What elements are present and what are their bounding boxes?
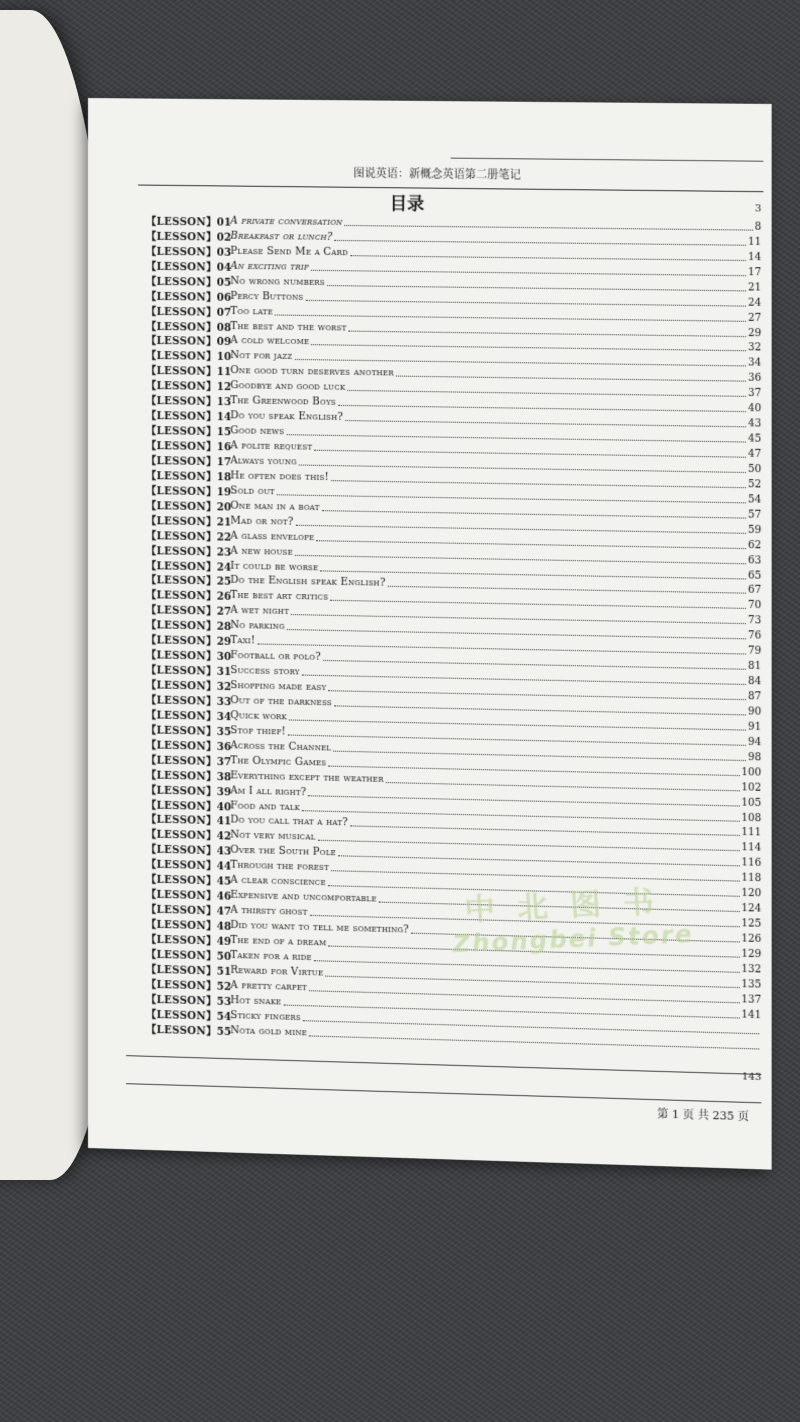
lesson-title: Taken for a ride (230, 949, 312, 964)
lesson-page-number: 34 (748, 357, 762, 370)
lesson-number: 【LESSON】11 (146, 365, 232, 379)
lesson-number: 【LESSON】04 (146, 260, 232, 274)
lesson-page-number: 81 (748, 660, 762, 673)
lesson-number: 【LESSON】24 (146, 559, 232, 574)
lesson-title: Good news (230, 425, 285, 438)
lesson-number: 【LESSON】30 (146, 649, 232, 664)
lesson-page-number: 52 (748, 478, 762, 491)
lesson-page-number: 36 (748, 372, 762, 385)
lesson-page-number: 14 (748, 251, 762, 264)
lesson-number: 【LESSON】33 (146, 694, 232, 709)
lesson-page-number: 129 (741, 948, 762, 961)
lesson-page-number: 135 (741, 978, 762, 991)
lesson-title: Goodbye and good luck (230, 380, 346, 394)
lesson-number: 【LESSON】40 (146, 798, 232, 814)
lesson-page-number: 98 (748, 751, 762, 764)
lesson-title: Not for jazz (230, 350, 293, 363)
lesson-number: 【LESSON】07 (146, 305, 232, 319)
lesson-title: Food and talk (230, 799, 301, 813)
lesson-number: 【LESSON】16 (146, 439, 232, 454)
lesson-page-number: 54 (748, 494, 762, 506)
lesson-number: 【LESSON】34 (146, 709, 232, 724)
lesson-title: Expensive and uncomfortable (230, 889, 377, 905)
lesson-page-number: 132 (741, 963, 762, 976)
lesson-page-number: 11 (748, 236, 762, 248)
lesson-number: 【LESSON】37 (146, 754, 232, 769)
lesson-title: Sold out (230, 485, 275, 498)
lesson-page-number: 108 (741, 812, 762, 824)
book-page (88, 98, 772, 1170)
lesson-title: The Olympic Games (230, 754, 327, 769)
lesson-number: 【LESSON】51 (146, 963, 232, 978)
lesson-title: A cold welcome (230, 335, 310, 348)
lesson-title: Success story (230, 665, 300, 678)
lesson-page-number: 24 (748, 297, 762, 309)
header-rule (138, 185, 763, 193)
lesson-number: 【LESSON】23 (146, 544, 232, 559)
lesson-number: 【LESSON】54 (146, 1008, 232, 1023)
lesson-number: 【LESSON】38 (146, 769, 232, 784)
lesson-title: Out of the darkness (230, 695, 332, 709)
lesson-page-number: 57 (748, 509, 762, 521)
lesson-page-number: 137 (741, 994, 762, 1006)
lesson-page-number: 73 (748, 615, 762, 627)
watermark-cn: 中北图书 (463, 883, 678, 929)
lesson-title: Do the English speak English? (230, 575, 386, 590)
lesson-title: Do you call that a hat? (230, 814, 349, 829)
lesson-number: 【LESSON】17 (146, 454, 232, 469)
lesson-number: 【LESSON】05 (146, 275, 232, 289)
header-rule-top (451, 158, 764, 162)
lesson-title: Hot snake (230, 994, 282, 1008)
lesson-page-number: 63 (748, 554, 762, 567)
lesson-title: A wet night (230, 605, 290, 618)
lesson-page-number: 76 (748, 630, 762, 642)
lesson-number: 【LESSON】14 (146, 410, 232, 424)
lesson-number: 【LESSON】43 (146, 843, 232, 858)
lesson-title: Taxi! (230, 635, 256, 647)
page-footer: 第 1 页 共 235 页 (657, 1107, 750, 1124)
lesson-page-number: 40 (748, 403, 762, 415)
lesson-number: 【LESSON】29 (146, 634, 232, 649)
lesson-title: A clear conscience (230, 874, 326, 889)
lesson-page-number: 59 (748, 524, 762, 536)
lesson-number: 【LESSON】21 (146, 514, 232, 529)
lesson-number: 【LESSON】41 (146, 813, 232, 828)
lesson-page-number: 84 (748, 675, 762, 688)
lesson-page-number: 111 (741, 827, 762, 839)
lesson-number: 【LESSON】09 (146, 335, 232, 349)
lesson-title: Breakfast or lunch? (230, 230, 333, 243)
lesson-number: 【LESSON】39 (146, 783, 232, 799)
running-header: 图说英语：新概念英语第二册笔记 (353, 166, 521, 182)
lesson-number: 【LESSON】18 (146, 469, 232, 484)
lesson-page-number: 65 (748, 569, 762, 582)
lesson-number: 【LESSON】08 (146, 320, 232, 334)
lesson-number: 【LESSON】50 (146, 948, 232, 963)
lesson-page-number: 118 (741, 872, 762, 885)
lesson-page-number: 120 (741, 887, 762, 900)
lesson-page-number: 124 (741, 903, 762, 915)
lesson-number: 【LESSON】12 (146, 380, 232, 394)
lesson-title: Over the South Pole (230, 844, 337, 859)
toc-title: 目录 (389, 194, 425, 215)
lesson-number: 【LESSON】45 (146, 873, 232, 888)
lesson-number: 【LESSON】44 (146, 858, 232, 873)
lesson-title: An exciting trip (230, 260, 309, 273)
lesson-number: 【LESSON】36 (146, 739, 232, 754)
lesson-title: A glass envelope (230, 530, 315, 543)
lesson-title: The best art critics (230, 590, 329, 604)
lesson-title: No wrong numbers (230, 275, 325, 288)
lesson-page-number: 91 (748, 721, 762, 733)
lesson-page-number: 17 (748, 266, 762, 279)
lesson-page-number: 47 (748, 448, 762, 461)
lesson-title: No parking (230, 620, 285, 633)
leader-dots (309, 1035, 759, 1049)
lesson-page-number: 70 (748, 600, 762, 612)
lesson-title: A thirsty ghost (230, 904, 308, 918)
lesson-title: Through the forest (230, 859, 330, 874)
lesson-number: 【LESSON】52 (146, 978, 232, 993)
lesson-number: 【LESSON】48 (146, 918, 232, 933)
lesson-title: One good turn deserves another (230, 365, 394, 379)
lesson-number: 【LESSON】13 (146, 395, 232, 409)
lesson-page-number: 27 (748, 312, 762, 324)
watermark-en: Zhongbei Store (451, 919, 695, 959)
lesson-page-number: 114 (741, 842, 762, 855)
lesson-page-number: 100 (741, 766, 762, 779)
lesson-number: 【LESSON】49 (146, 933, 232, 948)
lesson-title: A new house (230, 545, 293, 558)
lesson-title: Reward for Virtue (230, 964, 324, 979)
lesson-title: Did you want to tell me something? (230, 919, 410, 936)
lesson-title: Quick work (230, 710, 288, 723)
lesson-title: A private conversation (230, 215, 343, 228)
lesson-page-number: 62 (748, 539, 762, 552)
lesson-title: It could be worse (230, 560, 319, 573)
lesson-number: 【LESSON】32 (146, 679, 232, 694)
lesson-page-number: 141 (741, 1009, 762, 1021)
lesson-title: One man in a boat (230, 500, 320, 513)
lesson-title: Shopping made easy (230, 680, 327, 694)
lesson-page-number: 50 (748, 463, 762, 476)
lesson-title: Always young (230, 455, 297, 468)
lesson-page-number: 126 (741, 933, 762, 946)
lesson-number: 【LESSON】10 (146, 350, 232, 364)
lesson-title: The best and the worst (230, 320, 347, 334)
lesson-number: 【LESSON】46 (146, 888, 232, 903)
lesson-title: Sticky fingers (230, 1009, 301, 1023)
lesson-number: 【LESSON】25 (146, 574, 232, 589)
lesson-title: Across the Channel (230, 740, 332, 754)
store-watermark (448, 875, 694, 958)
lesson-page-number: 102 (741, 781, 762, 794)
lesson-title: The end of a dream (230, 934, 327, 949)
lesson-page-number: 116 (741, 857, 762, 870)
lesson-page-number: 94 (748, 736, 762, 749)
lesson-page-number: 125 (741, 918, 762, 930)
lesson-page-number: 43 (748, 418, 762, 430)
lesson-number: 【LESSON】03 (146, 245, 232, 259)
lesson-number: 【LESSON】19 (146, 484, 232, 499)
lesson-title: Stop thief! (230, 725, 286, 738)
lesson-number: 【LESSON】02 (146, 230, 232, 244)
lesson-number: 【LESSON】27 (146, 604, 232, 619)
lesson-title: Am I all right? (230, 784, 307, 798)
lesson-title: Nota gold mine (230, 1024, 307, 1038)
lesson-number: 【LESSON】42 (146, 828, 232, 843)
lesson-title: Football or polo? (230, 650, 321, 664)
lesson-title: He often does this! (230, 470, 329, 484)
lesson-title: Everything except the weather (230, 769, 384, 785)
lesson-title: A polite request (230, 440, 313, 453)
lesson-title: Please Send Me a Card (230, 245, 349, 259)
lesson-number: 【LESSON】53 (146, 993, 232, 1008)
toc-bottom-rule (126, 1055, 761, 1075)
lesson-title: Do you speak English? (230, 410, 344, 424)
lesson-page-number: 45 (748, 433, 762, 445)
lesson-title: A pretty carpet (230, 979, 308, 993)
lesson-number: 【LESSON】01 (146, 215, 232, 229)
lesson-number: 【LESSON】06 (146, 290, 232, 304)
lesson-page-number: 32 (748, 342, 762, 354)
lesson-page-number: 79 (748, 645, 762, 658)
lesson-title: Not very musical (230, 829, 316, 844)
lesson-page-number: 105 (741, 797, 762, 809)
lesson-number: 【LESSON】47 (146, 903, 232, 918)
lesson-page-number: 29 (748, 327, 762, 339)
lesson-title: Mad or not? (230, 515, 294, 528)
toc-first-page-number: 3 (754, 203, 762, 215)
lesson-number: 【LESSON】28 (146, 619, 232, 634)
lesson-number: 【LESSON】22 (146, 529, 232, 544)
lesson-page-number: 8 (754, 221, 762, 233)
lesson-title: The Greenwood Boys (230, 395, 336, 409)
lesson-number: 【LESSON】55 (146, 1023, 232, 1038)
lesson-number: 【LESSON】31 (146, 664, 232, 679)
lesson-number: 【LESSON】35 (146, 724, 232, 739)
toc-last-page-number: 143 (741, 1071, 762, 1084)
lesson-number: 【LESSON】15 (146, 425, 232, 439)
lesson-page-number: 87 (748, 691, 762, 703)
lesson-page-number: 67 (748, 585, 762, 597)
lesson-page-number: 90 (748, 706, 762, 718)
lesson-page-number: 21 (748, 282, 762, 294)
lesson-title: Too late (230, 305, 273, 318)
lesson-title: Percy Buttons (230, 290, 304, 303)
lesson-page-number: 37 (748, 388, 762, 400)
lesson-number: 【LESSON】26 (146, 589, 232, 604)
lesson-number: 【LESSON】20 (146, 499, 232, 514)
footer-rule (126, 1083, 761, 1103)
